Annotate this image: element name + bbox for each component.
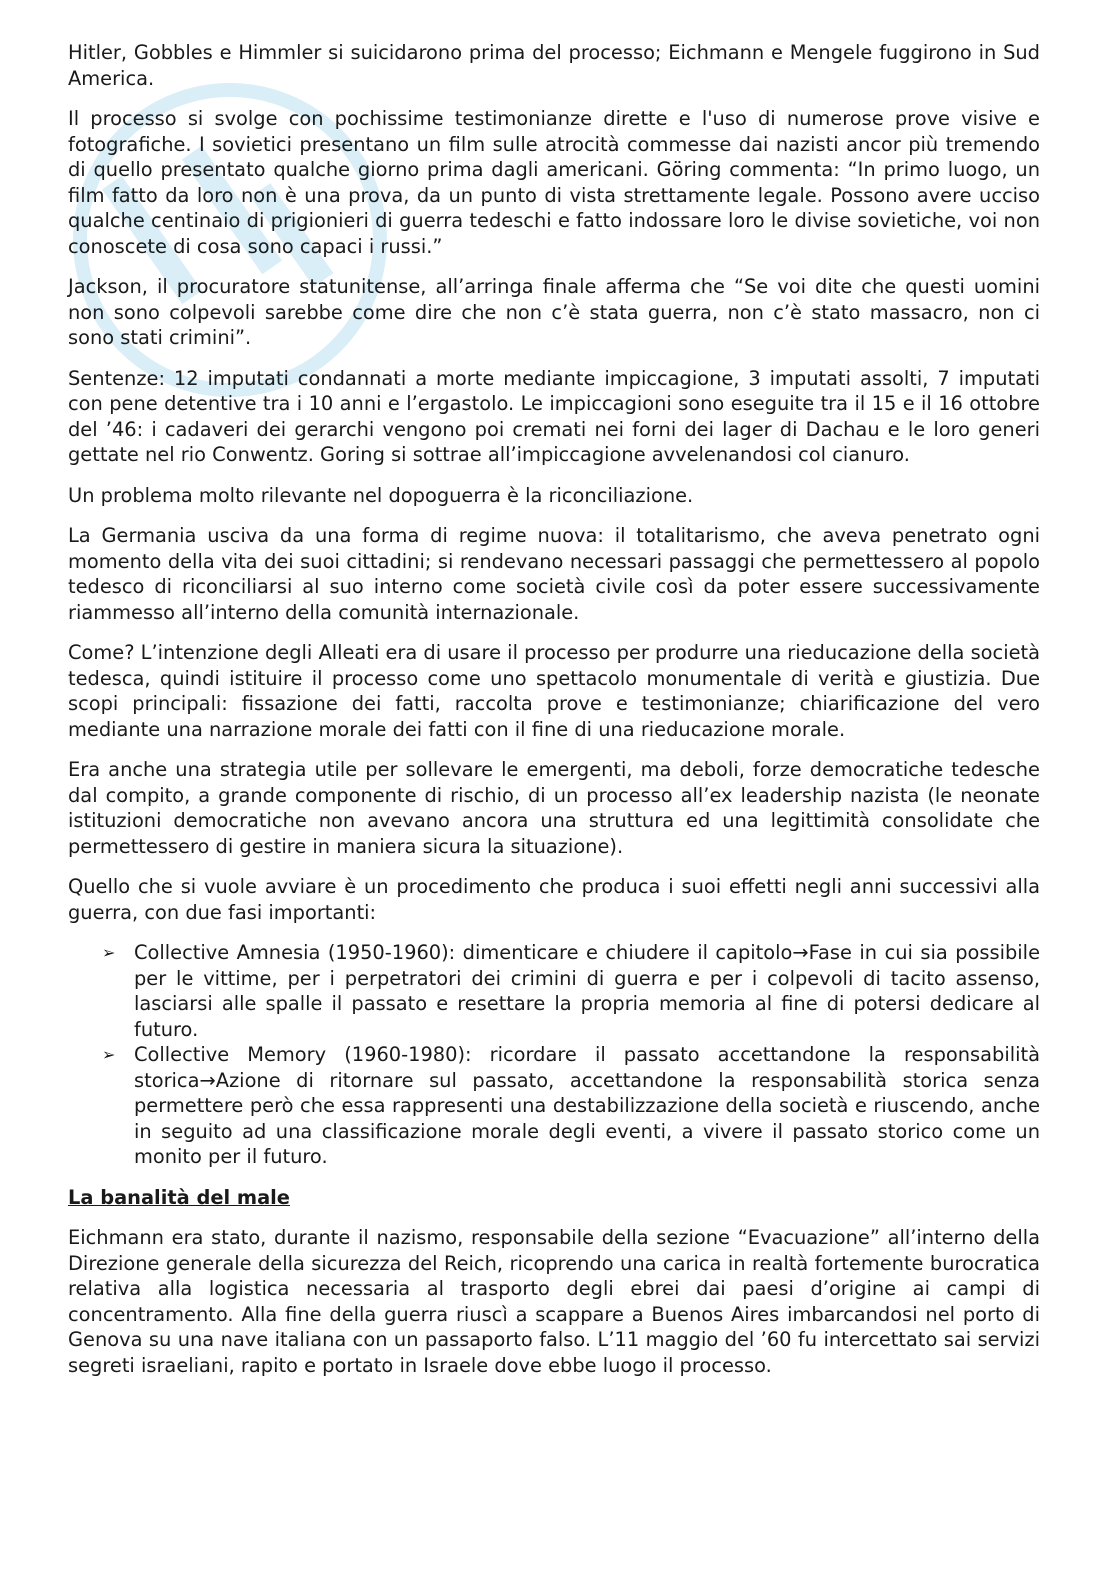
list-item-rest: Fase in cui sia possibile per le vittime, per i perpetratori dei crimini di guerra e per i colpevoli di tacito assenso, lasciarsi alle spalle il passato e resettare la propria memoria al fine di potersi dedicare al futuro. [134, 941, 1041, 1041]
paragraph-sentences: Sentenze: 12 imputati condannati a morte mediante impiccagione, 3 imputati assolti, 7 imputati con pene detentive tra i 10 anni e l’ergastolo. Le impiccagioni sono eseguite tra il 15 e il 16 ottobre del ’46: i cadaveri dei gerarchi vengono poi cremati nei forni dei lager di Dachau e le loro generi gettate nel rio Conwentz. Goring si sottrae all’impiccagione avvelenandosi col cianuro. [68, 366, 1040, 466]
bullet-arrow-icon: ➢ [102, 943, 116, 962]
paragraph-suicides: Hitler, Gobbles e Himmler si suicidarono prima del processo; Eichmann e Mengele fuggirono in Sud America. [68, 41, 1040, 90]
paragraph-trial-evidence: Il processo si svolge con pochissime testimonianze dirette e l'uso di numerose prove visive e fotografiche. I sovietici presentano un film sulle atrocità commesse dai nazisti ancor più tremendo di quello presentato qualche giorno prima dagli americani. Göring commenta: “In primo luogo, un film fatto da loro non è una prova, da un punto di vista strettamente legale. Possono avere ucciso qualche centinaio di prigionieri di guerra tedeschi e fatto indossare loro le divise sovietiche, voi non conoscete di cosa sono capaci i russi.” [68, 107, 1040, 258]
list-item-lead: Collective Memory (1960-1980): ricordare il passato accettandone la responsabilità storica [134, 1043, 1040, 1092]
paragraph-eichmann: Eichmann era stato, durante il nazismo, responsabile della sezione “Evacuazione” all’interno della Direzione generale della sicurezza del Reich, ricoprendo una carica in realtà fortemente burocratica relativa alla logistica necessaria al trasporto degli ebrei dai paesi d’origine ai campi di concentramento. Alla fine della guerra riuscì a scappare a Buenos Aires imbarcandosi nel porto di Genova su una nave italiana con un passaporto falso. L’11 maggio del ’60 fu intercettato sai servizi segreti israeliani, rapito e portato in Israele dove ebbe luogo il processo. [68, 1226, 1040, 1377]
paragraph-procedure: Quello che si vuole avviare è un procedimento che produca i suoi effetti negli anni successivi alla guerra, con due fasi importanti: [68, 875, 1040, 924]
paragraph-reconciliation: Un problema molto rilevante nel dopoguerra è la riconciliazione. [68, 483, 694, 507]
right-arrow-icon: → [792, 941, 809, 964]
right-arrow-icon: → [199, 1068, 216, 1092]
phases-list [68, 940, 1040, 1170]
list-item-rest: Azione di ritornare sul passato, accettandone la responsabilità storica senza permettere però che essa rappresenti una destabilizzazione della società e riuscendo, anche in seguito ad una classificazione morale degli eventi, a vivere il passato storico come un monito per il futuro. [134, 1068, 1040, 1168]
section-heading: La banalità del male [68, 1185, 290, 1209]
bullet-arrow-icon: ➢ [102, 1045, 116, 1064]
paragraph-jackson: Jackson, il procuratore statunitense, all’arringa finale afferma che “Se voi dite che questi uomini non sono colpevoli sarebbe come dire che non c’è stata guerra, non c’è stato massacro, non ci sono stati crimini”. [68, 275, 1040, 349]
list-item [68, 940, 1040, 1042]
document-page [68, 40, 1040, 1393]
paragraph-germany-regime: La Germania usciva da una forma di regime nuova: il totalitarismo, che aveva penetrato ogni momento della vita dei suoi cittadini; si rendevano necessari passaggi che permettessero al popolo tedesco di riconciliarsi al suo interno come società civile così da poter essere successivamente riammesso all’interno della comunità internazionale. [68, 524, 1040, 624]
paragraph-allies-intention: Come? L’intenzione degli Alleati era di usare il processo per produrre una rieducazione della società tedesca, quindi istituire il processo come uno spettacolo monumentale di verità e giustizia. Due scopi principali: fissazione dei fatti, raccolta prove e testimonianze; chiarificazione del vero mediante una narrazione morale dei fatti con il fine di una rieducazione morale. [68, 641, 1040, 741]
list-item [68, 1042, 1040, 1170]
paragraph-strategy: Era anche una strategia utile per sollevare le emergenti, ma deboli, forze democratiche tedesche dal compito, a grande componente di rischio, di un processo all’ex leadership nazista (le neonate istituzioni democratiche non avevano ancora una struttura ed una legittimità consolidate che permettessero di gestire in maniera sicura la situazione). [68, 758, 1040, 858]
list-item-lead: Collective Amnesia (1950-1960): dimenticare e chiudere il capitolo [134, 941, 793, 964]
